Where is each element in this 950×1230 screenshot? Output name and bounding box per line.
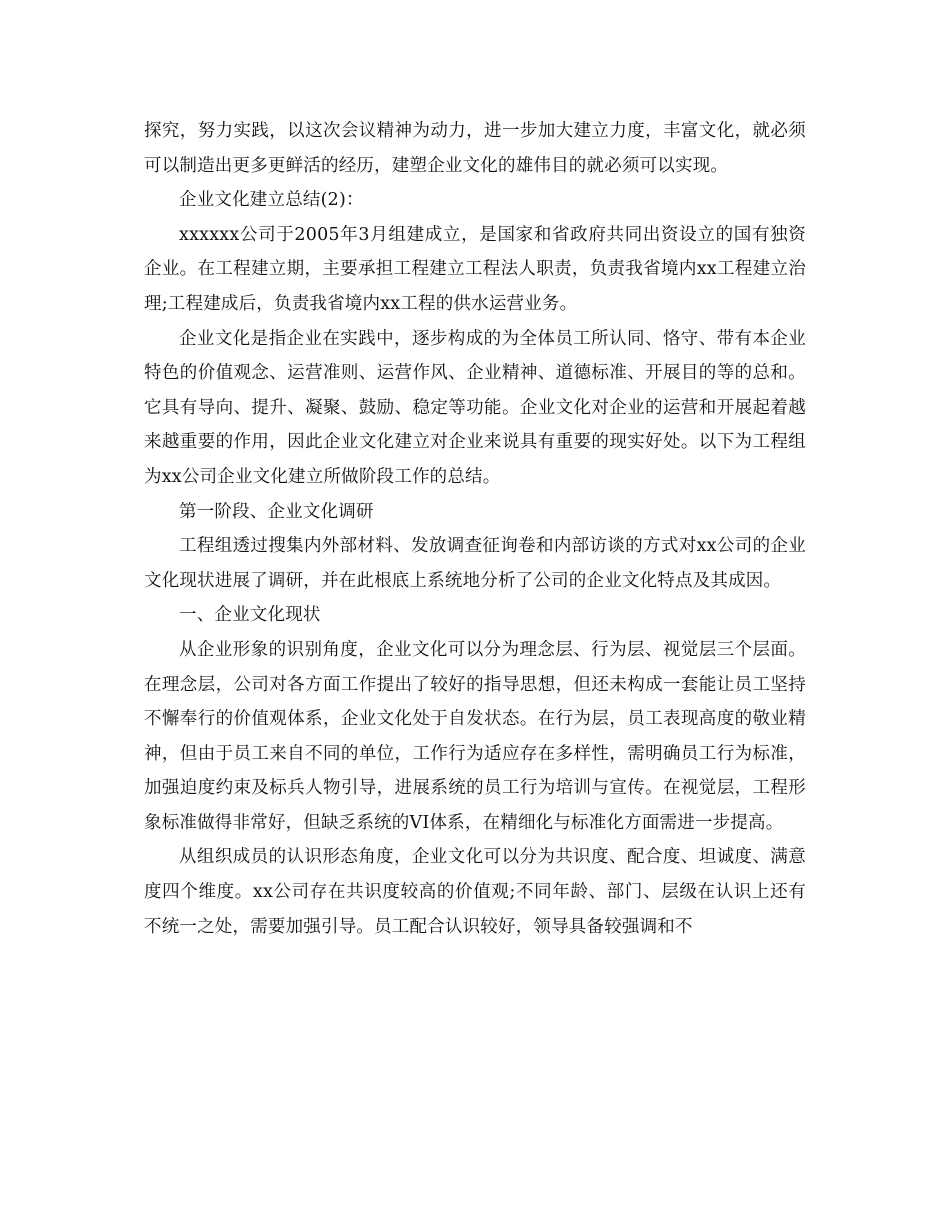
paragraph: 从企业形象的识别角度，企业文化可以分为理念层、行为层、视觉层三个层面。在理念层，公司对各方面工作提出了较好的指导思想，但还未构成一套能让员工坚持不懈奉行的价值观体系，企业文化处于自发状态。在行为层，员工表现高度的敬业精神，但由于员工来自不同的单位，工作行为适应存在多样性，需明确员工行为标准，加强迫度约束及标兵人物引导，进展系统的员工行为培训与宣传。在视觉层，工程形象标准做得非常好，但缺乏系统的VI体系，在精细化与标准化方面需进一步提高。 xyxy=(144,639,806,833)
paragraph: xxxxxx公司于2005年3月组建成立，是国家和省政府共同出资设立的国有独资企业。在工程建立期，主要承担工程建立工程法人职责，负责我省境内xx工程建立治理;工程建成后，负责我省境内xx工程的供水运营业务。 xyxy=(144,224,806,314)
paragraph: 企业文化是指企业在实践中，逐步构成的为全体员工所认同、恪守、带有本企业特色的价值观念、运营准则、运营作风、企业精神、道德标准、开展目的等的总和。它具有导向、提升、凝聚、鼓励、稳定等功能。企业文化对企业的运营和开展起着越来越重要的作用，因此企业文化建立对企业来说具有重要的现实好处。以下为工程组为xx公司企业文化建立所做阶段工作的总结。 xyxy=(144,328,806,487)
section-heading: 第一阶段、企业文化调研 xyxy=(179,501,374,522)
paragraph-continuation: 探究，努力实践，以这次会议精神为动力，进一步加大建立力度，丰富文化，就必须可以制造出更多更鲜活的经历，建塑企业文化的雄伟目的就必须可以实现。 xyxy=(144,121,806,176)
section-heading: 一、企业文化现状 xyxy=(179,605,321,626)
section-heading: 企业文化建立总结(2)： xyxy=(179,190,364,211)
paragraph: 从组织成员的认识形态角度，企业文化可以分为共识度、配合度、坦诚度、满意度四个维度。xx公司存在共识度较高的价值观;不同年龄、部门、层级在认识上还有不统一之处，需要加强引导。员工配合认识较好，领导具备较强调和不 xyxy=(144,847,806,937)
document-body xyxy=(144,114,806,944)
paragraph: 工程组透过搜集内外部材料、发放调查征询卷和内部访谈的方式对xx公司的企业文化现状进展了调研，并在此根底上系统地分析了公司的企业文化特点及其成因。 xyxy=(144,536,806,591)
